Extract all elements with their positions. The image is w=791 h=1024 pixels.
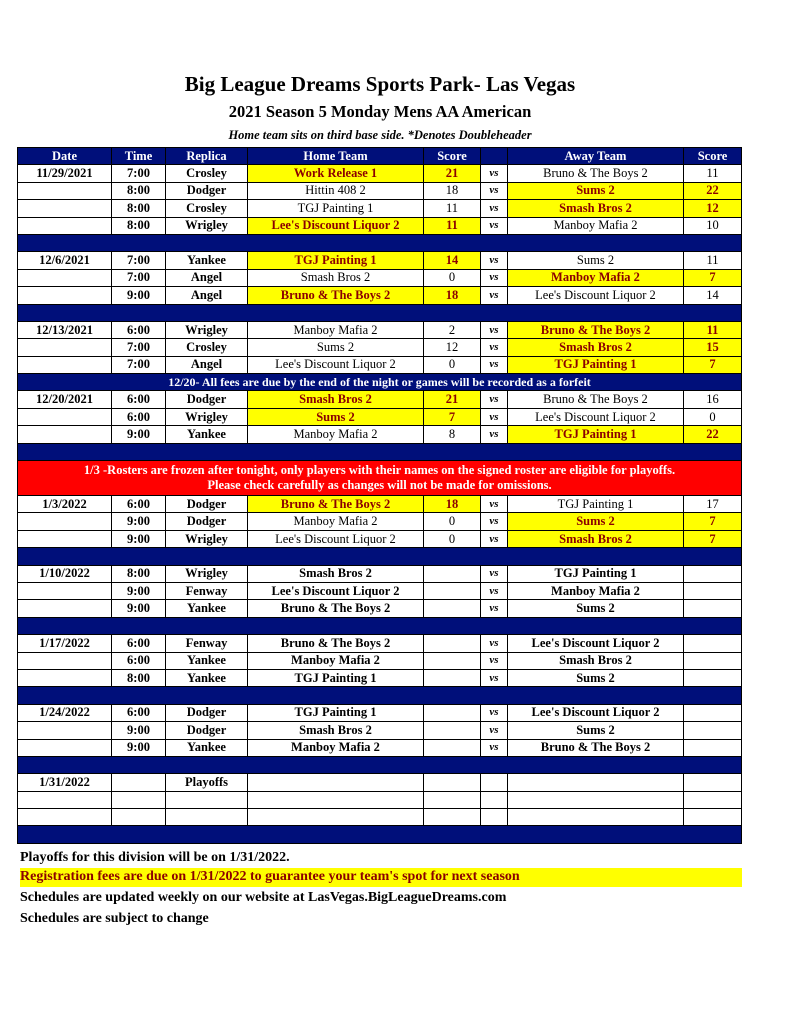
game-row xyxy=(18,426,742,443)
roster-notice-line2: Please check carefully as changes will not be made for omissions. xyxy=(207,478,552,493)
home-score: 11 xyxy=(424,217,481,234)
game-date xyxy=(18,722,112,739)
game-field: Yankee xyxy=(166,669,248,686)
home-score: 0 xyxy=(424,530,481,547)
vs-label: vs xyxy=(481,496,508,513)
game-row xyxy=(18,496,742,513)
roster-notice xyxy=(18,461,742,496)
game-date xyxy=(18,669,112,686)
game-field: Angel xyxy=(166,356,248,373)
home-score: 21 xyxy=(424,391,481,408)
game-field: Fenway xyxy=(166,582,248,599)
away-team xyxy=(508,791,684,808)
game-field: Wrigley xyxy=(166,565,248,582)
away-team: Lee's Discount Liquor 2 xyxy=(508,408,684,425)
col-time: Time xyxy=(112,148,166,165)
vs-label: vs xyxy=(481,722,508,739)
week-separator-row xyxy=(18,234,742,251)
vs-label: vs xyxy=(481,582,508,599)
game-row xyxy=(18,600,742,617)
game-date xyxy=(18,269,112,286)
away-score: 14 xyxy=(684,287,742,304)
away-score xyxy=(684,652,742,669)
separator-cell xyxy=(18,548,742,565)
game-time: 9:00 xyxy=(112,739,166,756)
separator-cell xyxy=(18,443,742,460)
game-field: Wrigley xyxy=(166,321,248,338)
vs-label: vs xyxy=(481,287,508,304)
game-time: 7:00 xyxy=(112,252,166,269)
home-team: Manboy Mafia 2 xyxy=(248,321,424,338)
col-home-team: Home Team xyxy=(248,148,424,165)
home-score: 21 xyxy=(424,165,481,182)
game-row xyxy=(18,530,742,547)
home-score: 2 xyxy=(424,321,481,338)
home-team: Lee's Discount Liquor 2 xyxy=(248,217,424,234)
home-team: Hittin 408 2 xyxy=(248,182,424,199)
home-team: TGJ Painting 1 xyxy=(248,252,424,269)
home-team: Sums 2 xyxy=(248,408,424,425)
away-score xyxy=(684,722,742,739)
game-date: 1/10/2022 xyxy=(18,565,112,582)
game-field: Wrigley xyxy=(166,217,248,234)
away-score: 22 xyxy=(684,182,742,199)
game-row xyxy=(18,252,742,269)
away-team: Bruno & The Boys 2 xyxy=(508,165,684,182)
away-team: TGJ Painting 1 xyxy=(508,426,684,443)
game-time xyxy=(112,809,166,826)
home-team: Lee's Discount Liquor 2 xyxy=(248,582,424,599)
game-time: 8:00 xyxy=(112,200,166,217)
vs-label: vs xyxy=(481,339,508,356)
home-score xyxy=(424,635,481,652)
game-field: Wrigley xyxy=(166,408,248,425)
vs-label: vs xyxy=(481,408,508,425)
home-score xyxy=(424,669,481,686)
game-time: 6:00 xyxy=(112,408,166,425)
game-row xyxy=(18,408,742,425)
game-time: 9:00 xyxy=(112,426,166,443)
away-team: Sums 2 xyxy=(508,669,684,686)
schedule-header-row xyxy=(18,148,742,165)
game-time: 6:00 xyxy=(112,652,166,669)
vs-label: vs xyxy=(481,669,508,686)
game-time: 6:00 xyxy=(112,704,166,721)
week-separator-row xyxy=(18,548,742,565)
home-team: Smash Bros 2 xyxy=(248,722,424,739)
away-score xyxy=(684,669,742,686)
week-separator-row xyxy=(18,756,742,773)
vs-label: vs xyxy=(481,704,508,721)
home-score: 8 xyxy=(424,426,481,443)
game-time: 9:00 xyxy=(112,287,166,304)
away-score xyxy=(684,791,742,808)
away-team: Lee's Discount Liquor 2 xyxy=(508,287,684,304)
roster-notice-line1: 1/3 -Rosters are frozen after tonight, only players with their names on the signed roster are eligible for playoffs. xyxy=(83,463,676,478)
game-time: 9:00 xyxy=(112,513,166,530)
game-date xyxy=(18,408,112,425)
home-team: Smash Bros 2 xyxy=(248,565,424,582)
game-date xyxy=(18,356,112,373)
game-field: Dodger xyxy=(166,704,248,721)
vs-label: vs xyxy=(481,200,508,217)
game-row xyxy=(18,200,742,217)
home-score xyxy=(424,722,481,739)
away-score: 7 xyxy=(684,269,742,286)
away-team: Manboy Mafia 2 xyxy=(508,217,684,234)
separator-cell xyxy=(18,756,742,773)
game-date: 12/13/2021 xyxy=(18,321,112,338)
schedule-body xyxy=(18,165,742,843)
separator-cell xyxy=(18,304,742,321)
game-row xyxy=(18,809,742,826)
col-date: Date xyxy=(18,148,112,165)
game-date xyxy=(18,530,112,547)
away-team: Sums 2 xyxy=(508,182,684,199)
week-separator-row xyxy=(18,617,742,634)
home-team xyxy=(248,774,424,791)
away-score xyxy=(684,582,742,599)
game-date: 1/24/2022 xyxy=(18,704,112,721)
vs-label: vs xyxy=(481,635,508,652)
vs-label: vs xyxy=(481,217,508,234)
home-score xyxy=(424,809,481,826)
game-date xyxy=(18,600,112,617)
away-score: 11 xyxy=(684,252,742,269)
home-score: 7 xyxy=(424,408,481,425)
away-score: 10 xyxy=(684,217,742,234)
home-team: Bruno & The Boys 2 xyxy=(248,496,424,513)
game-time: 6:00 xyxy=(112,635,166,652)
game-time: 8:00 xyxy=(112,182,166,199)
vs-label xyxy=(481,774,508,791)
game-field: Dodger xyxy=(166,513,248,530)
game-row xyxy=(18,669,742,686)
website-note: Schedules are updated weekly on our website at LasVegas.BigLeagueDreams.com xyxy=(20,890,507,905)
page-title: Big League Dreams Sports Park- Las Vegas xyxy=(184,72,576,96)
away-team: Lee's Discount Liquor 2 xyxy=(508,635,684,652)
away-score xyxy=(684,565,742,582)
game-field: Crosley xyxy=(166,200,248,217)
home-score: 0 xyxy=(424,356,481,373)
schedule-table xyxy=(17,147,742,844)
away-score: 11 xyxy=(684,321,742,338)
home-team-note: Home team sits on third base side. *Denotes Doubleheader xyxy=(228,128,532,142)
home-score: 14 xyxy=(424,252,481,269)
game-time: 9:00 xyxy=(112,582,166,599)
game-time xyxy=(112,774,166,791)
home-team: Bruno & The Boys 2 xyxy=(248,635,424,652)
away-team: Bruno & The Boys 2 xyxy=(508,391,684,408)
game-row xyxy=(18,565,742,582)
vs-label xyxy=(481,791,508,808)
col-home-score: Score xyxy=(424,148,481,165)
vs-label: vs xyxy=(481,182,508,199)
subject-to-change-note: Schedules are subject to change xyxy=(20,911,209,926)
game-row xyxy=(18,287,742,304)
away-team: Smash Bros 2 xyxy=(508,530,684,547)
away-score xyxy=(684,600,742,617)
home-score: 18 xyxy=(424,182,481,199)
game-date xyxy=(18,582,112,599)
playoffs-note: Playoffs for this division will be on 1/31/2022. xyxy=(20,850,290,865)
home-team: TGJ Painting 1 xyxy=(248,704,424,721)
vs-label: vs xyxy=(481,269,508,286)
game-date xyxy=(18,182,112,199)
col-away-score: Score xyxy=(684,148,742,165)
game-row xyxy=(18,582,742,599)
game-field xyxy=(166,791,248,808)
game-time: 9:00 xyxy=(112,722,166,739)
home-team: Work Release 1 xyxy=(248,165,424,182)
away-team: Manboy Mafia 2 xyxy=(508,269,684,286)
game-date xyxy=(18,426,112,443)
home-score xyxy=(424,565,481,582)
col-vs xyxy=(481,148,508,165)
away-team: Sums 2 xyxy=(508,252,684,269)
away-team: Sums 2 xyxy=(508,600,684,617)
col-away-team: Away Team xyxy=(508,148,684,165)
home-team: Lee's Discount Liquor 2 xyxy=(248,530,424,547)
vs-label: vs xyxy=(481,600,508,617)
separator-cell xyxy=(18,617,742,634)
game-date xyxy=(18,809,112,826)
game-time: 8:00 xyxy=(112,669,166,686)
away-score: 7 xyxy=(684,513,742,530)
away-score: 16 xyxy=(684,391,742,408)
game-row xyxy=(18,217,742,234)
away-team: Sums 2 xyxy=(508,722,684,739)
vs-label: vs xyxy=(481,739,508,756)
home-score: 18 xyxy=(424,496,481,513)
game-row xyxy=(18,269,742,286)
game-field xyxy=(166,809,248,826)
game-date xyxy=(18,513,112,530)
game-date: 12/6/2021 xyxy=(18,252,112,269)
game-field: Crosley xyxy=(166,165,248,182)
game-time: 8:00 xyxy=(112,217,166,234)
game-field: Crosley xyxy=(166,339,248,356)
away-team: Sums 2 xyxy=(508,513,684,530)
game-row xyxy=(18,339,742,356)
game-row xyxy=(18,182,742,199)
home-team: Manboy Mafia 2 xyxy=(248,739,424,756)
game-row xyxy=(18,356,742,373)
week-separator-row xyxy=(18,304,742,321)
game-date: 1/31/2022 xyxy=(18,774,112,791)
away-team: Bruno & The Boys 2 xyxy=(508,739,684,756)
away-score: 7 xyxy=(684,530,742,547)
game-date xyxy=(18,200,112,217)
home-team: Manboy Mafia 2 xyxy=(248,652,424,669)
home-team: Smash Bros 2 xyxy=(248,391,424,408)
vs-label: vs xyxy=(481,426,508,443)
game-time: 9:00 xyxy=(112,530,166,547)
season-subtitle: 2021 Season 5 Monday Mens AA American xyxy=(228,102,532,121)
game-row xyxy=(18,722,742,739)
game-time: 6:00 xyxy=(112,391,166,408)
game-date xyxy=(18,339,112,356)
game-field: Wrigley xyxy=(166,530,248,547)
home-score xyxy=(424,791,481,808)
away-score: 12 xyxy=(684,200,742,217)
away-team: Smash Bros 2 xyxy=(508,200,684,217)
registration-note: Registration fees are due on 1/31/2022 to guarantee your team's spot for next season xyxy=(20,868,742,887)
home-score: 11 xyxy=(424,200,481,217)
home-team: Manboy Mafia 2 xyxy=(248,426,424,443)
home-team: Bruno & The Boys 2 xyxy=(248,600,424,617)
away-team: Bruno & The Boys 2 xyxy=(508,321,684,338)
vs-label: vs xyxy=(481,252,508,269)
home-team: TGJ Painting 1 xyxy=(248,200,424,217)
game-time: 7:00 xyxy=(112,165,166,182)
game-time: 9:00 xyxy=(112,600,166,617)
home-score xyxy=(424,739,481,756)
away-team: Smash Bros 2 xyxy=(508,652,684,669)
away-score xyxy=(684,774,742,791)
game-row xyxy=(18,791,742,808)
game-row xyxy=(18,391,742,408)
game-time: 6:00 xyxy=(112,496,166,513)
game-time: 7:00 xyxy=(112,339,166,356)
game-time: 8:00 xyxy=(112,565,166,582)
away-score xyxy=(684,635,742,652)
game-date: 12/20/2021 xyxy=(18,391,112,408)
game-time: 6:00 xyxy=(112,321,166,338)
vs-label xyxy=(481,809,508,826)
week-separator-row xyxy=(18,826,742,843)
away-score xyxy=(684,739,742,756)
game-date xyxy=(18,791,112,808)
separator-cell xyxy=(18,234,742,251)
game-date xyxy=(18,739,112,756)
away-score: 11 xyxy=(684,165,742,182)
away-team: Lee's Discount Liquor 2 xyxy=(508,704,684,721)
home-team: Lee's Discount Liquor 2 xyxy=(248,356,424,373)
away-score xyxy=(684,809,742,826)
game-time xyxy=(112,791,166,808)
home-team: Sums 2 xyxy=(248,339,424,356)
home-score: 0 xyxy=(424,513,481,530)
separator-cell xyxy=(18,687,742,704)
game-field: Yankee xyxy=(166,600,248,617)
vs-label: vs xyxy=(481,356,508,373)
game-row xyxy=(18,652,742,669)
game-field: Angel xyxy=(166,287,248,304)
vs-label: vs xyxy=(481,165,508,182)
game-field: Dodger xyxy=(166,391,248,408)
vs-label: vs xyxy=(481,321,508,338)
away-team: TGJ Painting 1 xyxy=(508,496,684,513)
vs-label: vs xyxy=(481,565,508,582)
home-score xyxy=(424,774,481,791)
home-team xyxy=(248,809,424,826)
home-score: 12 xyxy=(424,339,481,356)
away-score: 7 xyxy=(684,356,742,373)
home-team xyxy=(248,791,424,808)
game-field: Dodger xyxy=(166,722,248,739)
home-score xyxy=(424,600,481,617)
home-score xyxy=(424,652,481,669)
col-replica: Replica xyxy=(166,148,248,165)
game-date: 1/17/2022 xyxy=(18,635,112,652)
game-date xyxy=(18,217,112,234)
game-field: Playoffs xyxy=(166,774,248,791)
game-field: Yankee xyxy=(166,739,248,756)
home-score: 0 xyxy=(424,269,481,286)
vs-label: vs xyxy=(481,530,508,547)
game-row xyxy=(18,704,742,721)
away-team: Manboy Mafia 2 xyxy=(508,582,684,599)
game-row xyxy=(18,739,742,756)
away-team: TGJ Painting 1 xyxy=(508,356,684,373)
vs-label: vs xyxy=(481,652,508,669)
away-score: 22 xyxy=(684,426,742,443)
fee-notice-row xyxy=(18,374,742,391)
game-field: Dodger xyxy=(166,182,248,199)
game-field: Angel xyxy=(166,269,248,286)
game-date xyxy=(18,287,112,304)
week-separator-row xyxy=(18,687,742,704)
game-row xyxy=(18,165,742,182)
game-field: Yankee xyxy=(166,652,248,669)
home-team: TGJ Painting 1 xyxy=(248,669,424,686)
game-date: 1/3/2022 xyxy=(18,496,112,513)
game-date: 11/29/2021 xyxy=(18,165,112,182)
home-score xyxy=(424,704,481,721)
away-score xyxy=(684,704,742,721)
game-row xyxy=(18,513,742,530)
home-score: 18 xyxy=(424,287,481,304)
game-date xyxy=(18,652,112,669)
vs-label: vs xyxy=(481,513,508,530)
away-score: 15 xyxy=(684,339,742,356)
away-score: 17 xyxy=(684,496,742,513)
game-field: Fenway xyxy=(166,635,248,652)
away-team: TGJ Painting 1 xyxy=(508,565,684,582)
game-time: 7:00 xyxy=(112,269,166,286)
away-team xyxy=(508,809,684,826)
game-row xyxy=(18,774,742,791)
vs-label: vs xyxy=(481,391,508,408)
away-team xyxy=(508,774,684,791)
game-field: Yankee xyxy=(166,426,248,443)
home-team: Manboy Mafia 2 xyxy=(248,513,424,530)
home-team: Smash Bros 2 xyxy=(248,269,424,286)
roster-notice-row xyxy=(18,461,742,496)
separator-cell xyxy=(18,826,742,843)
home-team: Bruno & The Boys 2 xyxy=(248,287,424,304)
week-separator-row xyxy=(18,443,742,460)
game-row xyxy=(18,321,742,338)
game-field: Yankee xyxy=(166,252,248,269)
home-score xyxy=(424,582,481,599)
game-field: Dodger xyxy=(166,496,248,513)
away-team: Smash Bros 2 xyxy=(508,339,684,356)
game-row xyxy=(18,635,742,652)
away-score: 0 xyxy=(684,408,742,425)
fee-notice-text: 12/20- All fees are due by the end of the night or games will be recorded as a forfeit xyxy=(18,374,742,391)
game-time: 7:00 xyxy=(112,356,166,373)
